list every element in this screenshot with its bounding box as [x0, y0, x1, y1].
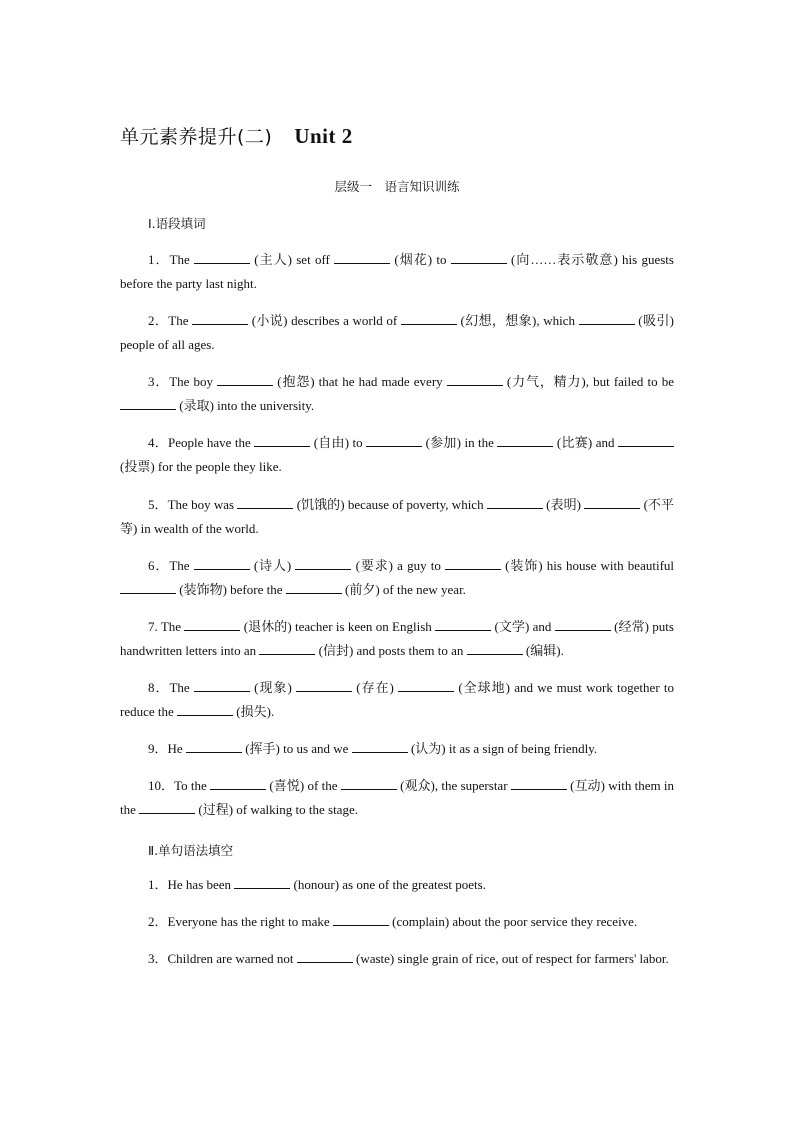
question-text: (全球地) and we must work together to reduce the	[120, 680, 674, 719]
question-number: 7.	[148, 619, 161, 634]
question-text: (waste) single grain of rice, out of respect for farmers' labor.	[356, 951, 669, 966]
question-text: (比赛) and	[556, 435, 618, 450]
question-item	[120, 248, 674, 296]
answer-blank[interactable]	[210, 776, 266, 790]
answer-blank[interactable]	[192, 311, 248, 325]
answer-blank[interactable]	[398, 678, 454, 692]
answer-blank[interactable]	[584, 495, 640, 509]
question-text: (过程) of walking to the stage.	[198, 802, 358, 817]
answer-blank[interactable]	[194, 556, 250, 570]
question-text: (投票) for the people they like.	[120, 459, 282, 474]
question-item	[120, 910, 674, 934]
answer-blank[interactable]	[120, 580, 176, 594]
answer-blank[interactable]	[234, 875, 290, 889]
question-text: (honour) as one of the greatest poets.	[293, 877, 486, 892]
answer-blank[interactable]	[334, 250, 390, 264]
answer-blank[interactable]	[511, 776, 567, 790]
question-text: (饥饿的) because of poverty, which	[296, 497, 487, 512]
question-item	[120, 370, 674, 418]
question-text: (向……表示敬意) his guests before the party last night.	[120, 252, 674, 291]
answer-blank[interactable]	[194, 678, 250, 692]
question-text: (烟花) to	[394, 252, 451, 267]
question-item	[120, 676, 674, 724]
question-text: (表明)	[546, 497, 585, 512]
question-text: (装饰) his house with beautiful	[505, 558, 675, 573]
question-number: 9．	[148, 741, 168, 756]
question-text: (装饰物) before the	[179, 582, 286, 597]
section-1-heading: Ⅰ.语段填词	[148, 216, 206, 231]
question-text: (力气，精力), but failed to be	[506, 374, 675, 389]
question-text: (经常) puts handwritten letters into an	[120, 619, 674, 658]
question-text: (诗人)	[253, 558, 296, 573]
question-text: (参加) in the	[425, 435, 498, 450]
answer-blank[interactable]	[120, 396, 176, 410]
answer-blank[interactable]	[341, 776, 397, 790]
answer-blank[interactable]	[401, 311, 457, 325]
answer-blank[interactable]	[447, 372, 503, 386]
question-item	[120, 774, 674, 822]
question-text: (现象)	[254, 680, 297, 695]
question-text: (主人) set off	[254, 252, 335, 267]
question-text: (抱怨) that he had made every	[277, 374, 447, 389]
question-text: (观众), the superstar	[400, 778, 511, 793]
question-text: The boy	[169, 374, 218, 389]
section-2-heading: Ⅱ.单句语法填空	[148, 843, 234, 858]
question-item	[120, 947, 674, 971]
answer-blank[interactable]	[177, 702, 233, 716]
question-number: 5．	[148, 497, 168, 512]
answer-blank[interactable]	[217, 372, 273, 386]
answer-blank[interactable]	[186, 739, 242, 753]
question-text: Everyone has the right to make	[167, 914, 333, 929]
question-text: (自由) to	[313, 435, 367, 450]
answer-blank[interactable]	[618, 433, 674, 447]
question-item	[120, 873, 674, 897]
question-number: 3．	[148, 374, 170, 389]
question-text: Children are warned not	[167, 951, 297, 966]
question-text: He	[167, 741, 186, 756]
question-item	[120, 309, 674, 357]
question-text: (不平等) in wealth of the world.	[120, 497, 674, 536]
question-text: (文学) and	[494, 619, 555, 634]
question-item	[120, 615, 674, 663]
question-text: The	[168, 313, 193, 328]
question-text: People have the	[167, 435, 255, 450]
answer-blank[interactable]	[296, 678, 352, 692]
question-item	[120, 554, 674, 602]
question-text: (退休的) teacher is keen on English	[243, 619, 436, 634]
answer-blank[interactable]	[184, 617, 240, 631]
question-text: (编辑).	[525, 643, 564, 658]
answer-blank[interactable]	[295, 556, 351, 570]
question-number: 8．	[148, 680, 170, 695]
question-text: The boy was	[167, 497, 238, 512]
question-number: 10．	[148, 778, 175, 793]
answer-blank[interactable]	[286, 580, 342, 594]
question-text: (认为) it as a sign of being friendly.	[410, 741, 598, 756]
answer-blank[interactable]	[297, 949, 353, 963]
question-number: 6．	[148, 558, 170, 573]
answer-blank[interactable]	[139, 800, 195, 814]
answer-blank[interactable]	[237, 495, 293, 509]
answer-blank[interactable]	[451, 250, 507, 264]
answer-blank[interactable]	[487, 495, 543, 509]
answer-blank[interactable]	[467, 641, 523, 655]
question-text: (录取) into the university.	[179, 398, 315, 413]
question-text: The	[169, 558, 194, 573]
question-item	[120, 737, 674, 761]
question-text: The	[169, 680, 194, 695]
question-text: To the	[174, 778, 211, 793]
question-text: The	[169, 252, 195, 267]
level-heading: 层级一 语言知识训练	[334, 179, 460, 194]
answer-blank[interactable]	[333, 912, 389, 926]
question-text: (小说) describes a world of	[251, 313, 401, 328]
title-chinese: 单元素养提升(二)	[120, 126, 273, 148]
question-item	[120, 431, 674, 479]
question-text: (信封) and posts them to an	[318, 643, 467, 658]
question-text: (幻想，想象), which	[460, 313, 579, 328]
question-text: (存在)	[356, 680, 399, 695]
question-number: 3．	[148, 951, 168, 966]
page-title	[120, 122, 353, 149]
question-text: (吸引) people of all ages.	[120, 313, 675, 352]
question-text: (喜悦) of the	[269, 778, 341, 793]
answer-blank[interactable]	[259, 641, 315, 655]
question-number: 2．	[148, 914, 168, 929]
question-text: The	[160, 619, 185, 634]
question-number: 1．	[148, 877, 168, 892]
answer-blank[interactable]	[366, 433, 422, 447]
answer-blank[interactable]	[497, 433, 553, 447]
question-number: 4．	[148, 435, 168, 450]
question-number: 1．	[148, 252, 170, 267]
question-text: (互动) with them in the	[120, 778, 675, 817]
answer-blank[interactable]	[445, 556, 501, 570]
answer-blank[interactable]	[254, 433, 310, 447]
answer-blank[interactable]	[579, 311, 635, 325]
answer-blank[interactable]	[194, 250, 250, 264]
question-text: (损失).	[236, 704, 275, 719]
question-text: He has been	[167, 877, 235, 892]
question-number: 2．	[148, 313, 169, 328]
question-text: (complain) about the poor service they receive.	[392, 914, 638, 929]
question-text: (挥手) to us and we	[245, 741, 352, 756]
answer-blank[interactable]	[352, 739, 408, 753]
answer-blank[interactable]	[555, 617, 611, 631]
answer-blank[interactable]	[435, 617, 491, 631]
question-text: (要求) a guy to	[355, 558, 445, 573]
question-text: (前夕) of the new year.	[345, 582, 466, 597]
question-item	[120, 493, 674, 541]
title-unit: Unit 2	[294, 124, 353, 148]
